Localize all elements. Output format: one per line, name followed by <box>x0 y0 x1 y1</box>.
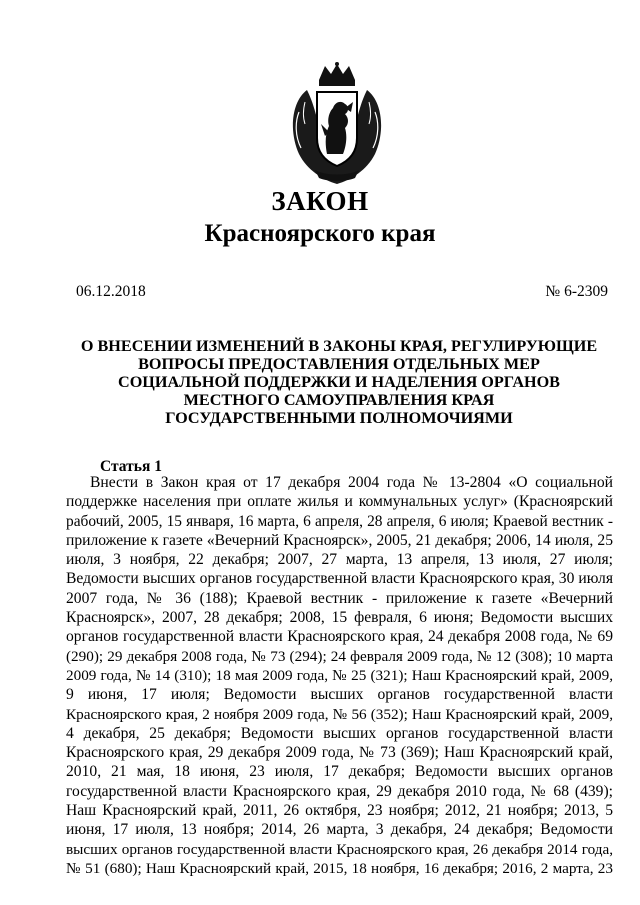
body-line: № 51 (680); Наш Красноярский край, 2015, 18 ноября, 16 декабря; 2016, 2 марта, 23 <box>66 859 613 877</box>
body-line: 2009 года, № 14 (310); 18 мая 2009 года, № 25 (321); Наш Красноярский край, 2009, <box>66 666 613 684</box>
body-line: Ведомости высших органов государственной власти Красноярского края, 30 июля <box>66 570 613 588</box>
body-line: высших органов государственной власти Красноярского края, 26 декабря 2014 года, <box>66 840 613 858</box>
body-line: 2007 года, № 36 (188); Краевой вестник - приложение к газете «Вечерний <box>66 589 613 607</box>
document-subtitle: Красноярского края <box>204 220 436 247</box>
document-date: 06.12.2018 <box>76 283 146 300</box>
heading-line: МЕСТНОГО САМОУПРАВЛЕНИЯ КРАЯ <box>183 391 495 409</box>
heading-line: СОЦИАЛЬНОЙ ПОДДЕРЖКИ И НАДЕЛЕНИЯ ОРГАНОВ <box>118 373 560 391</box>
body-line: 2010, 21 мая, 18 июня, 23 июля, 17 декабря; Ведомости высших органов <box>66 763 613 781</box>
heading-line: ВОПРОСЫ ПРЕДОСТАВЛЕНИЯ ОТДЕЛЬНЫХ МЕР <box>138 355 540 373</box>
body-line: поддержке населения при оплате жилья и коммунальных услуг» (Красноярский <box>66 493 613 511</box>
heading-line: О ВНЕСЕНИИ ИЗМЕНЕНИЙ В ЗАКОНЫ КРАЯ, РЕГУЛИРУЮЩИЕ <box>80 337 598 355</box>
body-line: органов государственной власти Красноярского края, 24 декабря 2008 года, № 69 <box>66 628 613 646</box>
body-line: (290); 29 декабря 2008 года, № 73 (294); 24 февраля 2009 года, № 12 (308); 10 марта <box>66 647 613 665</box>
body-line: приложение к газете «Вечерний Красноярск», 2005, 21 декабря; 2006, 14 июля, 25 <box>66 531 613 549</box>
body-line: июля, 3 ноября, 22 декабря; 2007, 27 марта, 13 апреля, 13 июля, 27 июля; <box>66 551 613 569</box>
body-line: Красноярского края, 29 декабря 2009 года, № 73 (369); Наш Красноярский край, <box>66 744 613 762</box>
body-line: июня, 17 июля, 13 ноября; 2014, 26 марта, 3 декабря, 24 декабря; Ведомости <box>66 821 613 839</box>
body-line: Наш Красноярский край, 2011, 26 октября, 23 ноября; 2012, 21 ноября; 2013, 5 <box>66 802 613 820</box>
coat-of-arms-icon <box>285 62 389 186</box>
body-line: 9 июня, 17 июля; Ведомости высших органов государственной власти <box>66 686 613 704</box>
body-line: 4 декабря, 25 декабря; Ведомости высших органов государственной власти <box>66 724 613 742</box>
document-number: № 6-2309 <box>545 283 608 300</box>
body-line: Внести в Закон края от 17 декабря 2004 года № 13-2804 «О социальной <box>90 474 613 491</box>
document-title: ЗАКОН <box>271 186 369 216</box>
article-body <box>66 473 613 878</box>
body-line: Красноярск», 2007, 28 декабря; 2008, 15 февраля, 6 июня; Ведомости высших <box>66 609 613 627</box>
article-label: Статья 1 <box>100 458 162 475</box>
body-line: рабочий, 2005, 15 января, 16 марта, 6 апреля, 28 апреля, 6 июля; Краевой вестник - <box>66 512 613 530</box>
body-line: Красноярского края, 2 ноября 2009 года, № 56 (352); Наш Красноярский край, 2009, <box>66 705 613 723</box>
heading-line: ГОСУДАРСТВЕННЫМИ ПОЛНОМОЧИЯМИ <box>165 409 513 427</box>
body-line: государственной власти Красноярского края, 29 декабря 2010 года, № 68 (439); <box>66 782 613 800</box>
law-heading <box>70 337 608 427</box>
